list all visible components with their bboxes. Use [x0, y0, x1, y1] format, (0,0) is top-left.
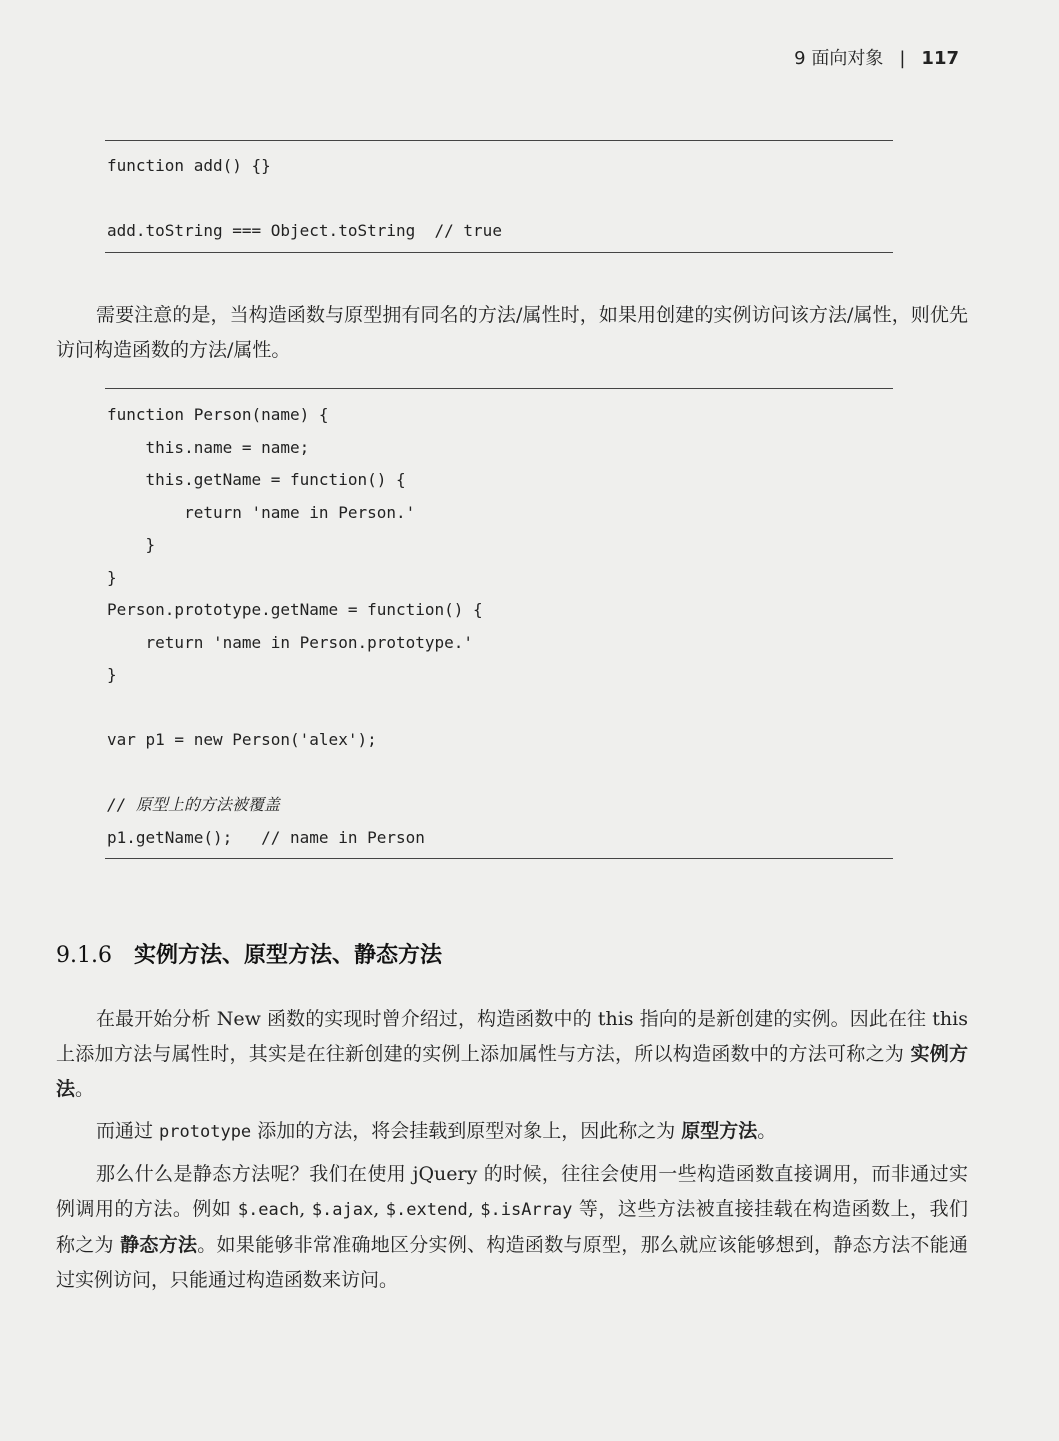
code-line [107, 692, 483, 725]
code-block-2-top-rule [105, 388, 893, 389]
section-number: 9.1.6 [56, 943, 112, 968]
code-line: p1.getName(); // name in Person [107, 827, 425, 847]
paragraph-4 [56, 1157, 968, 1298]
paragraph-3 [56, 1114, 968, 1150]
code-comment-line: // 原型上的方法被覆盖 [107, 795, 280, 814]
code-line: this.name = name; [107, 437, 310, 457]
code-line: add.toString === Object.toString // true [107, 221, 502, 240]
paragraph-text: 。如果能够非常准确地区分实例、构造函数与原型，那么就应该能够想到，静态方法不能通过实例访问，只能通过构造函数来访问。 [56, 1234, 968, 1291]
section-title: 实例方法、原型方法、静态方法 [133, 942, 442, 968]
code-line: this.getName = function() { [107, 470, 406, 489]
paragraph-text: , [299, 1198, 312, 1220]
term-instance-method: 实例方法 [56, 1043, 968, 1100]
inline-code: prototype [159, 1122, 252, 1142]
header-separator: | [899, 48, 906, 69]
paragraph-text: 等，这些方法被直接挂载在构造函数上，我们称之为 [56, 1198, 968, 1256]
paragraph-text: 添加的方法，将会挂载到原型对象上，因此称之为 [251, 1120, 682, 1142]
code-block-2-bottom-rule [105, 858, 893, 859]
page-number: 117 [921, 48, 959, 69]
code-block-1-top-rule [105, 140, 893, 141]
paragraph-text: 在最开始分析 New 函数的实现时曾介绍过，构造函数中的 this 指向的是新创建的实例。因此在往 this 上添加方法与属性时，其实是在往新创建的实例上添加属性与方法，所以构造函数中的方法可称之为 [56, 1008, 968, 1065]
paragraph-text: 。 [75, 1078, 95, 1100]
code-line: var p1 = new Person('alex'); [107, 730, 377, 749]
paragraph-text: , [373, 1198, 386, 1220]
code-line: } [107, 567, 117, 587]
paragraph-2 [56, 1002, 968, 1107]
paragraph-text: 那么什么是静态方法呢？我们在使用 jQuery 的时候，往往会使用一些构造函数直接调用，而非通过实例调用的方法。例如 [56, 1163, 968, 1220]
inline-code: $.isArray [480, 1200, 573, 1220]
paragraph-text: , [467, 1198, 481, 1220]
term-static-method: 静态方法 [120, 1234, 198, 1256]
code-line: function add() {} [107, 156, 271, 175]
page-header [794, 44, 959, 70]
inline-code: $.each [237, 1200, 300, 1220]
section-heading [56, 938, 442, 969]
paragraph-text: 。 [757, 1120, 777, 1142]
code-line: Person.prototype.getName = function() { [107, 600, 483, 619]
paragraph-text: 而通过 [96, 1120, 160, 1142]
code-block-1 [107, 150, 502, 248]
code-line [107, 183, 502, 216]
code-line: return 'name in Person.prototype.' [107, 632, 474, 652]
code-line: function Person(name) { [107, 405, 329, 424]
code-line: } [107, 535, 156, 554]
code-line [107, 757, 483, 790]
inline-code: $.ajax [311, 1200, 374, 1220]
chapter-title: 9 面向对象 [794, 48, 884, 69]
inline-code: $.extend [385, 1200, 468, 1220]
code-block-2 [107, 399, 483, 854]
code-line: return 'name in Person.' [107, 502, 416, 522]
code-line: } [107, 665, 117, 684]
term-prototype-method: 原型方法 [681, 1120, 758, 1142]
paragraph-1: 需要注意的是，当构造函数与原型拥有同名的方法/属性时，如果用创建的实例访问该方法/属性，则优先访问构造函数的方法/属性。 [56, 304, 968, 361]
code-block-1-bottom-rule [105, 252, 893, 253]
